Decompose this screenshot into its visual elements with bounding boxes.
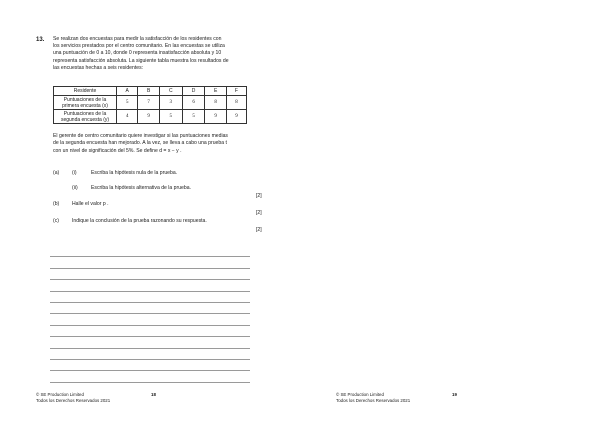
answer-line[interactable] [50, 349, 250, 360]
table-cell: 8 [226, 96, 246, 110]
table-cell: 9 [205, 110, 226, 124]
row-label-line: Puntuaciones de la [63, 96, 107, 103]
part-a-label: (a) [53, 170, 60, 176]
table-cell: 3 [159, 96, 182, 110]
answer-line[interactable] [50, 371, 250, 382]
header-resident: C [159, 87, 182, 96]
header-resident: F [226, 87, 246, 96]
header-resident: A [117, 87, 138, 96]
question-context [53, 133, 275, 155]
footer-copyright: © SE Production Limited [36, 392, 84, 397]
table-header-row [54, 87, 247, 96]
answer-line[interactable] [50, 269, 250, 280]
header-resident: D [182, 87, 205, 96]
footer-rights: Todos los Derechos Reservados 2021 [36, 398, 111, 403]
part-b-mark: [2] [256, 210, 262, 216]
row-label-first [54, 96, 117, 110]
header-resident: E [205, 87, 226, 96]
table-cell: 5 [117, 96, 138, 110]
table-cell: 4 [117, 110, 138, 124]
footer-left [36, 392, 110, 404]
footer-rights: Todos los Derechos Reservados 2021 [336, 398, 411, 403]
table-cell: 5 [159, 110, 182, 124]
row-label-line: Puntuaciones de la [63, 110, 107, 117]
part-a-ii-label: (ii) [72, 185, 78, 191]
table-cell: 6 [182, 96, 205, 110]
part-a-ii-text: Escriba la hipótesis alternativa de la prueba. [91, 185, 191, 191]
part-b-label: (b) [53, 201, 60, 207]
row-label-line: segunda encuesta (y) [60, 116, 110, 123]
answer-lines-left [50, 246, 250, 383]
context-line: de la segunda encuesta han mejorado. A la vez, se lleva a cabo una prueba t [53, 140, 227, 147]
answer-line[interactable] [50, 257, 250, 268]
intro-line: los servicios prestados por el centro comunitario. En las encuestas se utiliza [53, 43, 225, 50]
header-resident: B [138, 87, 159, 96]
table-cell: 7 [138, 96, 159, 110]
answer-line[interactable] [50, 326, 250, 337]
question-intro [53, 36, 273, 72]
table-cell: 5 [182, 110, 205, 124]
table-cell: 8 [205, 96, 226, 110]
question-number: 13. [36, 37, 45, 43]
row-label-second [54, 110, 117, 124]
part-a-mark: [2] [256, 193, 262, 199]
intro-line: Se realizan dos encuestas para medir la satisfacción de los residentes con [53, 36, 222, 42]
footer-copyright: © SE Production Limited [336, 392, 384, 397]
header-residente: Residente [54, 87, 117, 96]
results-table [53, 86, 247, 124]
context-line: El gerente de centro comunitario quiere investigar si las puntuaciones medias [53, 133, 228, 139]
context-line: con un nivel de significación del 5%. Se define d = x − y . [53, 147, 182, 154]
footer-right [336, 392, 410, 404]
part-c-label: (c) [53, 218, 59, 224]
table-row-second-survey [54, 110, 247, 124]
part-c-text: Indique la conclusión de la prueba razonando su respuesta. [72, 218, 207, 224]
part-a-i-text: Escriba la hipótesis nula de la prueba. [91, 170, 178, 176]
intro-line: una puntuación de 0 a 10, donde 0 representa insatisfacción absoluta y 10 [53, 50, 222, 57]
answer-line[interactable] [50, 337, 250, 348]
table-cell: 9 [138, 110, 159, 124]
row-label-line: primera encuesta (x) [62, 102, 108, 109]
answer-line[interactable] [50, 360, 250, 371]
page-number: 18 [151, 392, 156, 397]
page-number: 19 [452, 392, 457, 397]
answer-line[interactable] [50, 246, 250, 257]
answer-line[interactable] [50, 292, 250, 303]
answer-line[interactable] [50, 303, 250, 314]
intro-line: representa satisfacción absoluta. La siguiente tabla muestra los resultados de [53, 57, 229, 64]
right-page [300, 0, 600, 424]
intro-line: las encuestas hechas a seis residentes: [53, 64, 144, 71]
part-a-i-label: (i) [72, 170, 77, 176]
part-b-text: Halle el valor p . [72, 201, 109, 207]
answer-line[interactable] [50, 280, 250, 291]
answer-line[interactable] [50, 314, 250, 325]
table-row-first-survey [54, 96, 247, 110]
table-cell: 9 [226, 110, 246, 124]
part-c-mark: [2] [256, 227, 262, 233]
